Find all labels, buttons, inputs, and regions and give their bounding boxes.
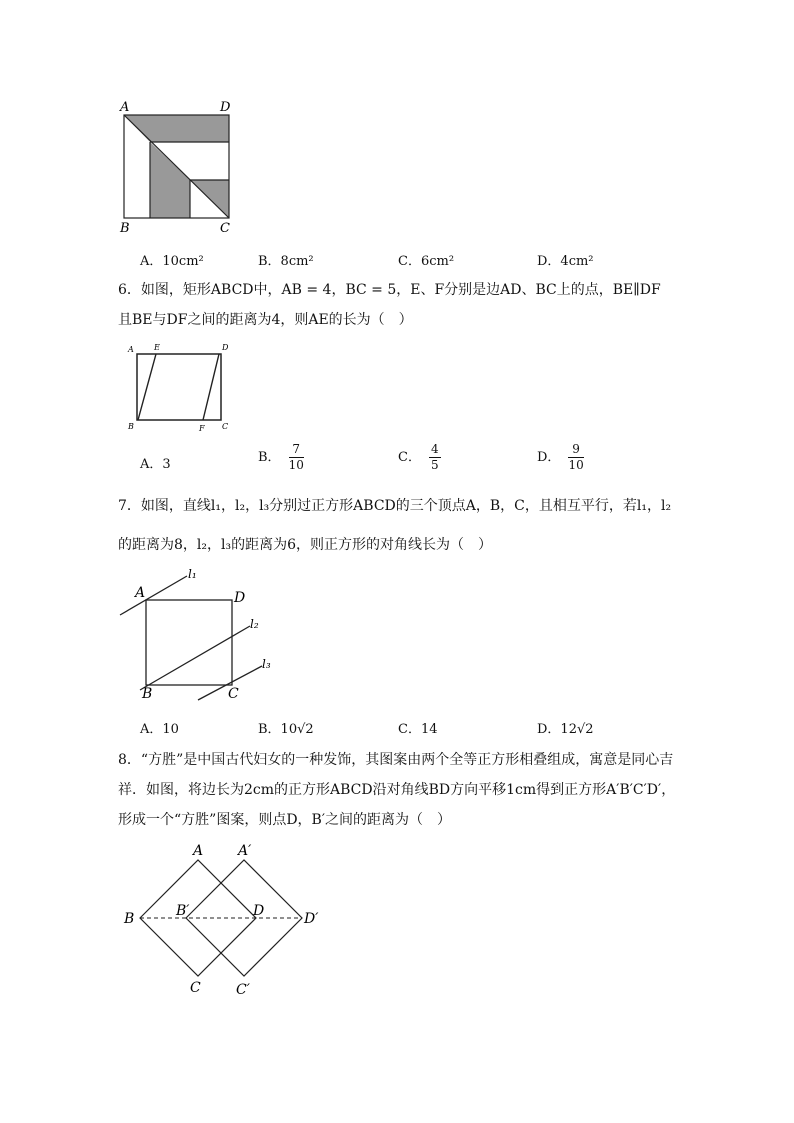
q7-text-line2: 的距离为8，l₂，l₃的距离为6，则正方形的对角线长为（ ） bbox=[118, 537, 492, 553]
q6-option-c-fraction bbox=[429, 442, 441, 473]
q6-option-c-numerator: 4 bbox=[430, 442, 439, 456]
q5-figure bbox=[112, 96, 242, 236]
q6-label-E: E bbox=[154, 343, 160, 352]
q6-figure bbox=[125, 340, 235, 435]
q7-label-C: C bbox=[228, 686, 239, 702]
q6-text-line1: 6．如图，矩形ABCD中，AB = 4，BC = 5，E、F分别是边AD、BC上的点，BE∥DF bbox=[118, 282, 661, 298]
q6-label-A: A bbox=[128, 345, 134, 354]
q5-option-c: C．6cm² bbox=[398, 254, 455, 269]
q5-label-D: D bbox=[220, 100, 231, 115]
q7-option-c: C．14 bbox=[398, 722, 438, 737]
q6-label-B: B bbox=[128, 422, 134, 431]
q5-option-a: A．10cm² bbox=[140, 254, 204, 269]
q6-option-d-denominator: 10 bbox=[568, 458, 584, 472]
q6-text-line2: 且BE与DF之间的距离为4，则AE的长为（ ） bbox=[118, 312, 413, 328]
q6-option-d bbox=[537, 442, 584, 473]
q7-text-line1: 7．如图，直线l₁，l₂，l₃分别过正方形ABCD的三个顶点A，B，C，且相互平行，若l₁，l₂ bbox=[118, 498, 672, 514]
q7-option-a: A．10 bbox=[140, 722, 179, 737]
q5-label-B: B bbox=[120, 221, 130, 236]
q6-option-d-fraction bbox=[568, 442, 583, 473]
q5-option-b: B．8cm² bbox=[258, 254, 314, 269]
q7-option-b: B．10√2 bbox=[258, 722, 314, 737]
q6-option-c-prefix: C． bbox=[398, 450, 421, 465]
q6-option-b-numerator: 7 bbox=[289, 442, 304, 458]
q8-label-D2: D′ bbox=[304, 911, 319, 927]
q6-option-b bbox=[258, 442, 304, 473]
q5-option-d: D．4cm² bbox=[537, 254, 594, 269]
q7-square bbox=[146, 600, 232, 685]
q5-label-A: A bbox=[120, 100, 130, 115]
q5-label-C: C bbox=[220, 221, 230, 236]
q8-label-D: D bbox=[253, 903, 265, 919]
q7-figure bbox=[110, 560, 280, 705]
q8-label-A2: A′ bbox=[238, 843, 252, 859]
q8-figure bbox=[118, 838, 333, 1000]
q8-text-line1: 8．“方胜”是中国古代妇女的一种发饰，其图案由两个全等正方形相叠组成，寓意是同心吉 bbox=[118, 752, 674, 768]
q6-label-C: C bbox=[222, 422, 229, 431]
q8-text-line2: 祥．如图，将边长为2cm的正方形ABCD沿对角线BD方向平移1cm得到正方形A′B′C′D′， bbox=[118, 782, 676, 798]
q7-label-A: A bbox=[135, 585, 146, 601]
q7-line-l2 bbox=[140, 626, 250, 690]
q7-label-l2: l₂ bbox=[250, 617, 259, 631]
q6-option-b-fraction bbox=[289, 442, 304, 473]
q6-option-b-denominator: 10 bbox=[288, 458, 304, 472]
q6-label-F: F bbox=[199, 424, 205, 433]
q7-line-l1 bbox=[120, 576, 187, 615]
q7-label-l1: l₁ bbox=[188, 567, 197, 581]
q8-label-B2: B′ bbox=[176, 903, 190, 919]
q6-option-b-prefix: B． bbox=[258, 450, 281, 465]
q8-label-C2: C′ bbox=[236, 982, 250, 998]
q6-label-D: D bbox=[222, 343, 229, 352]
q7-label-D: D bbox=[234, 590, 246, 606]
q7-label-l3: l₃ bbox=[262, 657, 271, 671]
q6-option-c bbox=[398, 442, 441, 473]
q5-shaded-top bbox=[124, 115, 229, 142]
q8-label-C: C bbox=[190, 980, 201, 996]
q6-rectangle bbox=[137, 354, 221, 420]
q5-shaded-middle bbox=[150, 142, 190, 218]
q6-option-c-denominator: 5 bbox=[430, 458, 439, 472]
q8-text-line3: 形成一个“方胜”图案，则点D，B′之间的距离为（ ） bbox=[118, 812, 452, 828]
q7-option-d: D．12√2 bbox=[537, 722, 594, 737]
q8-label-B: B bbox=[124, 911, 135, 927]
q8-label-A: A bbox=[193, 843, 204, 859]
q6-option-d-numerator: 9 bbox=[568, 442, 583, 458]
q7-label-B: B bbox=[142, 686, 153, 702]
q6-option-d-prefix: D． bbox=[537, 450, 561, 465]
q6-option-a: A．3 bbox=[140, 457, 171, 472]
